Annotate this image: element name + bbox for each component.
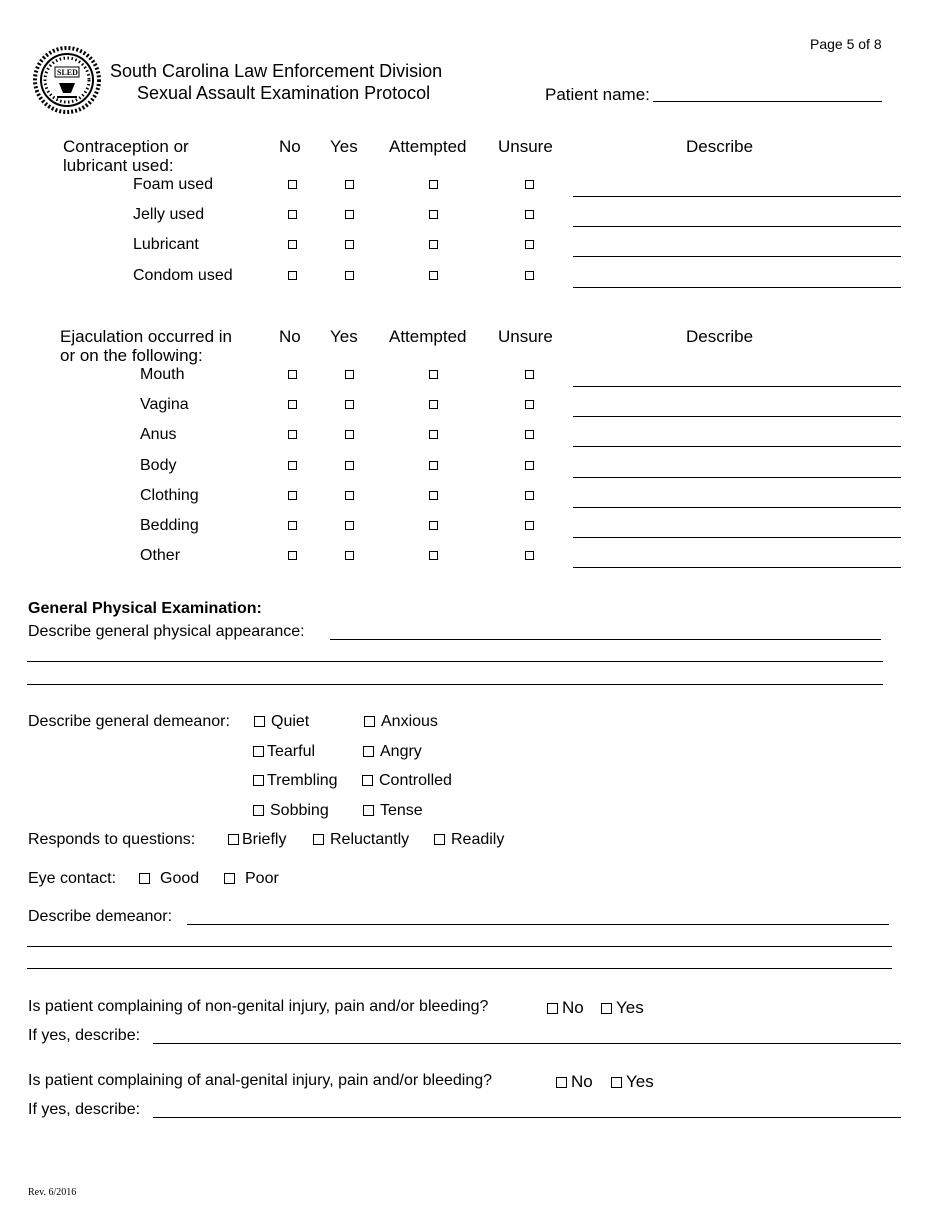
col-unsure: Unsure	[498, 137, 553, 156]
non-genital-question: Is patient complaining of non-genital injury, pain and/or bleeding?	[28, 998, 489, 1015]
ejaculation-row-no-checkbox[interactable]	[288, 370, 297, 379]
ejaculation-row-describe-input[interactable]	[573, 567, 901, 568]
patient-name-input[interactable]	[653, 101, 882, 102]
patient-name-label: Patient name:	[545, 85, 650, 104]
appearance-input-line-1[interactable]	[330, 639, 881, 640]
eye-contact-label: Eye contact:	[28, 870, 117, 887]
non-genital-no-option[interactable]: No	[547, 998, 584, 1018]
contraception-row-label: Condom used	[133, 267, 233, 284]
describe-demeanor-input-line-3[interactable]	[27, 968, 892, 969]
contraception-row-unsure-checkbox[interactable]	[525, 210, 534, 219]
anal-genital-if-yes-label: If yes, describe:	[28, 1101, 141, 1118]
ejaculation-row-no-checkbox[interactable]	[288, 461, 297, 470]
demeanor-label: Describe general demeanor:	[28, 713, 230, 730]
ejaculation-row-no-checkbox[interactable]	[288, 430, 297, 439]
seal-text: SLED	[57, 68, 78, 77]
sled-seal-icon	[33, 45, 101, 115]
org-name: South Carolina Law Enforcement Division	[110, 61, 443, 81]
ejaculation-row-yes-checkbox[interactable]	[345, 491, 354, 500]
col-no: No	[279, 327, 301, 346]
appearance-input-line-3[interactable]	[27, 684, 883, 685]
contraception-row-attempted-checkbox[interactable]	[429, 271, 438, 280]
non-genital-describe-input[interactable]	[153, 1043, 901, 1044]
ejaculation-row-label: Body	[140, 457, 177, 474]
contraception-row-describe-input[interactable]	[573, 196, 901, 197]
page-number: Page 5 of 8	[810, 36, 882, 52]
demeanor-option-anxious[interactable]: Anxious	[364, 713, 438, 731]
col-attempted: Attempted	[389, 137, 467, 156]
ejaculation-row-attempted-checkbox[interactable]	[429, 400, 438, 409]
checkbox[interactable]	[253, 746, 264, 757]
col-describe: Describe	[686, 137, 754, 156]
responds-label: Responds to questions:	[28, 831, 196, 848]
ejaculation-row-label: Anus	[140, 426, 177, 443]
col-no: No	[279, 137, 301, 156]
non-genital-if-yes-label: If yes, describe:	[28, 1027, 141, 1044]
ejaculation-row-no-checkbox[interactable]	[288, 400, 297, 409]
contraception-row-label: Foam used	[133, 176, 214, 193]
contraception-row-yes-checkbox[interactable]	[345, 180, 354, 189]
ejaculation-row-label: Clothing	[140, 487, 199, 504]
responds-option-briefly[interactable]: Briefly	[228, 831, 286, 849]
ejaculation-row-unsure-checkbox[interactable]	[525, 491, 534, 500]
ejaculation-row-yes-checkbox[interactable]	[345, 370, 354, 379]
checkbox[interactable]	[547, 1003, 558, 1014]
contraception-row-describe-input[interactable]	[573, 256, 901, 257]
ejaculation-row-unsure-checkbox[interactable]	[525, 551, 534, 560]
checkbox[interactable]	[224, 873, 235, 884]
checkbox[interactable]	[228, 834, 239, 845]
contraception-row-no-checkbox[interactable]	[288, 180, 297, 189]
doc-title: Sexual Assault Examination Protocol	[137, 83, 431, 103]
contraception-row-attempted-checkbox[interactable]	[429, 240, 438, 249]
responds-option-reluctantly[interactable]: Reluctantly	[313, 831, 409, 849]
contraception-row-no-checkbox[interactable]	[288, 271, 297, 280]
anal-genital-describe-input[interactable]	[153, 1117, 901, 1118]
checkbox[interactable]	[139, 873, 150, 884]
responds-option-readily[interactable]: Readily	[434, 831, 504, 849]
checkbox[interactable]	[363, 805, 374, 816]
ejaculation-row-label: Bedding	[140, 517, 199, 534]
anal-genital-question: Is patient complaining of anal-genital injury, pain and/or bleeding?	[28, 1072, 493, 1089]
ejaculation-row-no-checkbox[interactable]	[288, 551, 297, 560]
contraception-row-unsure-checkbox[interactable]	[525, 180, 534, 189]
col-yes: Yes	[330, 137, 358, 156]
contraception-title-line2: lubricant used:	[63, 156, 174, 175]
ejaculation-row-yes-checkbox[interactable]	[345, 430, 354, 439]
ejaculation-row-attempted-checkbox[interactable]	[429, 491, 438, 500]
describe-demeanor-input-line-1[interactable]	[187, 924, 889, 925]
ejaculation-row-yes-checkbox[interactable]	[345, 461, 354, 470]
demeanor-option-tearful[interactable]: Tearful	[253, 743, 315, 761]
contraception-row-yes-checkbox[interactable]	[345, 271, 354, 280]
checkbox[interactable]	[556, 1077, 567, 1088]
checkbox[interactable]	[313, 834, 324, 845]
ejaculation-row-describe-input[interactable]	[573, 446, 901, 447]
contraception-row-attempted-checkbox[interactable]	[429, 180, 438, 189]
ejaculation-title-line2: or on the following:	[60, 346, 203, 365]
contraception-row-no-checkbox[interactable]	[288, 240, 297, 249]
ejaculation-row-attempted-checkbox[interactable]	[429, 521, 438, 530]
checkbox[interactable]	[611, 1077, 622, 1088]
contraception-row-unsure-checkbox[interactable]	[525, 240, 534, 249]
describe-demeanor-label: Describe demeanor:	[28, 908, 173, 925]
ejaculation-row-unsure-checkbox[interactable]	[525, 400, 534, 409]
contraception-title-line1: Contraception or	[63, 137, 189, 156]
checkbox[interactable]	[254, 716, 265, 727]
col-unsure: Unsure	[498, 327, 553, 346]
ejaculation-row-label: Mouth	[140, 366, 185, 383]
ejaculation-row-unsure-checkbox[interactable]	[525, 430, 534, 439]
ejaculation-row-attempted-checkbox[interactable]	[429, 551, 438, 560]
eye-option-good[interactable]: Good	[139, 870, 199, 888]
contraception-row-yes-checkbox[interactable]	[345, 240, 354, 249]
contraception-row-label: Jelly used	[133, 206, 205, 223]
contraception-row-attempted-checkbox[interactable]	[429, 210, 438, 219]
appearance-input-line-2[interactable]	[27, 661, 883, 662]
demeanor-option-controlled[interactable]: Controlled	[362, 772, 452, 790]
describe-demeanor-input-line-2[interactable]	[27, 946, 892, 947]
contraception-row-yes-checkbox[interactable]	[345, 210, 354, 219]
checkbox[interactable]	[434, 834, 445, 845]
ejaculation-row-unsure-checkbox[interactable]	[525, 521, 534, 530]
demeanor-option-sobbing[interactable]: Sobbing	[253, 802, 329, 820]
checkbox[interactable]	[362, 775, 373, 786]
ejaculation-row-yes-checkbox[interactable]	[345, 551, 354, 560]
checkbox[interactable]	[253, 775, 264, 786]
checkbox[interactable]	[601, 1003, 612, 1014]
ejaculation-row-label: Vagina	[140, 396, 189, 413]
col-attempted: Attempted	[389, 327, 467, 346]
anal-genital-no-option[interactable]: No	[556, 1072, 593, 1092]
demeanor-option-trembling[interactable]: Trembling	[253, 772, 338, 790]
ejaculation-row-describe-input[interactable]	[573, 386, 901, 387]
contraception-row-no-checkbox[interactable]	[288, 210, 297, 219]
ejaculation-row-describe-input[interactable]	[573, 507, 901, 508]
col-yes: Yes	[330, 327, 358, 346]
ejaculation-row-describe-input[interactable]	[573, 537, 901, 538]
demeanor-option-tense[interactable]: Tense	[363, 802, 423, 820]
demeanor-option-quiet[interactable]: Quiet	[254, 713, 309, 731]
contraception-row-describe-input[interactable]	[573, 287, 901, 288]
ejaculation-row-label: Other	[140, 547, 181, 564]
checkbox[interactable]	[363, 746, 374, 757]
contraception-row-label: Lubricant	[133, 236, 199, 253]
physical-exam-heading: General Physical Examination:	[28, 600, 262, 617]
eye-option-poor[interactable]: Poor	[224, 870, 279, 888]
col-describe: Describe	[686, 327, 754, 346]
ejaculation-row-attempted-checkbox[interactable]	[429, 430, 438, 439]
ejaculation-row-describe-input[interactable]	[573, 477, 901, 478]
ejaculation-row-attempted-checkbox[interactable]	[429, 370, 438, 379]
non-genital-yes-option[interactable]: Yes	[601, 998, 644, 1018]
ejaculation-row-no-checkbox[interactable]	[288, 491, 297, 500]
checkbox[interactable]	[253, 805, 264, 816]
checkbox[interactable]	[364, 716, 375, 727]
demeanor-option-angry[interactable]: Angry	[363, 743, 422, 761]
contraception-row-unsure-checkbox[interactable]	[525, 271, 534, 280]
anal-genital-yes-option[interactable]: Yes	[611, 1072, 654, 1092]
ejaculation-row-unsure-checkbox[interactable]	[525, 461, 534, 470]
contraception-row-describe-input[interactable]	[573, 226, 901, 227]
ejaculation-title-line1: Ejaculation occurred in	[60, 327, 232, 346]
ejaculation-row-unsure-checkbox[interactable]	[525, 370, 534, 379]
ejaculation-row-no-checkbox[interactable]	[288, 521, 297, 530]
ejaculation-row-yes-checkbox[interactable]	[345, 521, 354, 530]
appearance-label: Describe general physical appearance:	[28, 623, 305, 640]
ejaculation-row-yes-checkbox[interactable]	[345, 400, 354, 409]
ejaculation-row-describe-input[interactable]	[573, 416, 901, 417]
ejaculation-row-attempted-checkbox[interactable]	[429, 461, 438, 470]
revision-text: Rev. 6/2016	[28, 1187, 77, 1198]
